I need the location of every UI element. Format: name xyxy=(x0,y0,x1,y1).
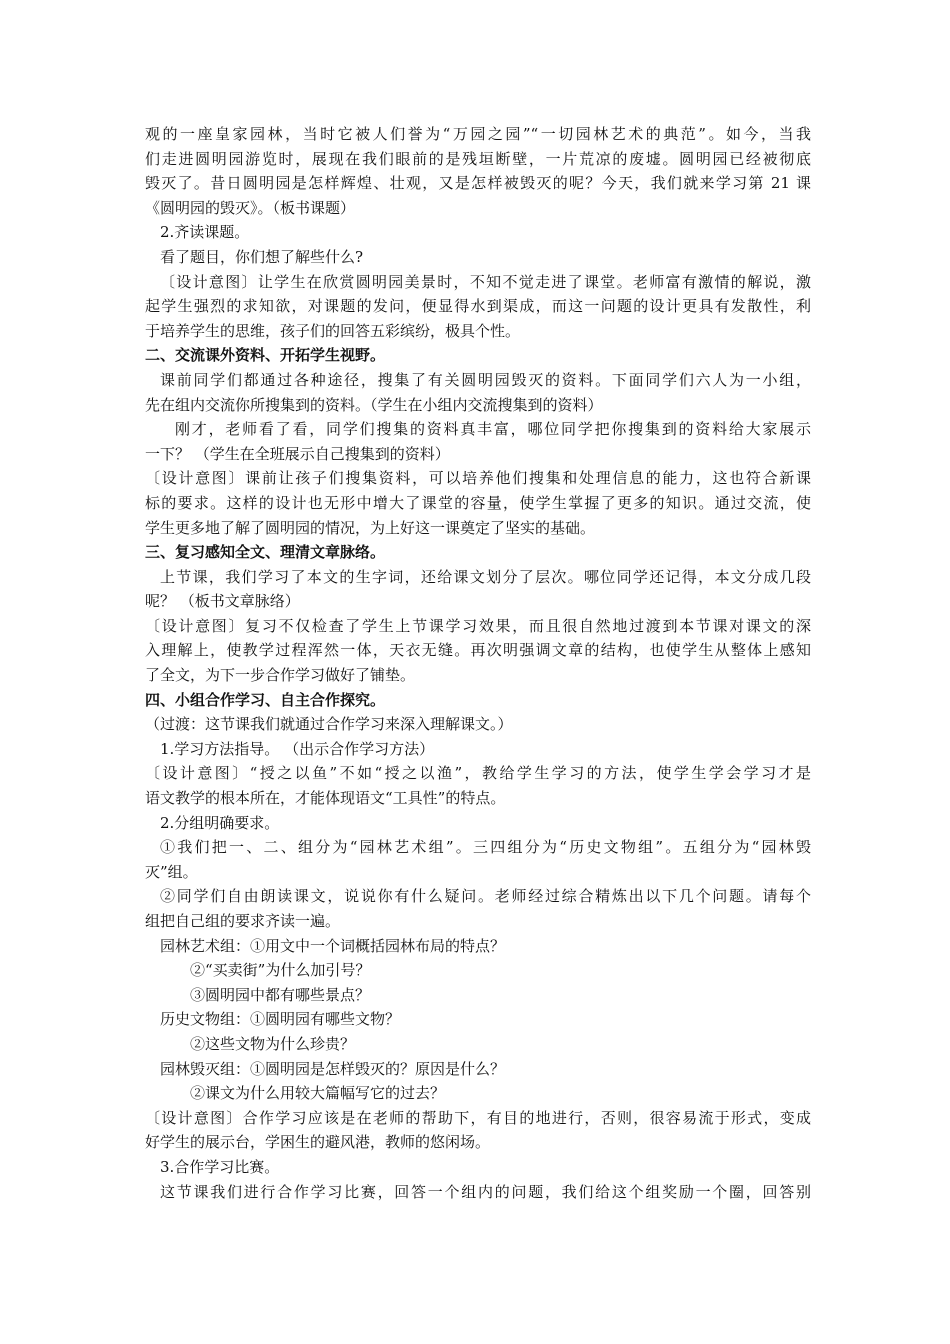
text-line: 历史文物组：①圆明园有哪些文物？ xyxy=(160,1010,401,1029)
text-line: ②这些文物为什么珍贵？ xyxy=(190,1034,356,1053)
section-heading: 二、交流课外资料、开拓学生视野。 xyxy=(145,346,386,365)
text-line: 毁灭了。昔日圆明园是怎样辉煌、壮观，又是怎样被毁灭的呢？今天，我们就来学习第 21 课 xyxy=(145,174,811,193)
text-line: 课前同学们都通过各种途径，搜集了有关圆明园毁灭的资料。下面同学们六人为一小组， xyxy=(160,370,811,389)
text-line: 2.齐读课题。 xyxy=(160,223,250,242)
text-line: 看了题目，你们想了解些什么? xyxy=(160,247,364,266)
text-line: 好学生的展示台，学困生的避风港，教师的悠闲场。 xyxy=(145,1133,491,1152)
text-line: ②课文为什么用较大篇幅写它的过去？ xyxy=(190,1084,446,1103)
text-line: 园林艺术组：①用文中一个词概括园林布局的特点？ xyxy=(160,936,506,955)
text-line: 起学生强烈的求知欲，对课题的发问，便显得水到渠成，而这一问题的设计更具有发散性，利 xyxy=(145,297,811,316)
text-line: 〔设计意图〕课前让孩子们搜集资料，可以培养他们搜集和处理信息的能力，这也符合新课 xyxy=(145,469,811,488)
text-line: 标的要求。这样的设计也无形中增大了课堂的容量，使学生掌握了更多的知识。通过交流，使 xyxy=(145,493,811,512)
text-line: ①我们把一、二、组分为“园林艺术组”。三四组分为“历史文物组”。五组分为“园林毁 xyxy=(160,838,811,857)
text-line: 们走进圆明园游览时，展现在我们眼前的是残垣断壁，一片荒凉的废墟。圆明园已经被彻底 xyxy=(145,149,811,168)
text-line: ②同学们自由朗读课文，说说你有什么疑问。老师经过综合精炼出以下几个问题。请每个 xyxy=(160,887,811,906)
text-line: 刚才，老师看了看，同学们搜集的资料真丰富，哪位同学把你搜集到的资料给大家展示 xyxy=(175,420,811,439)
text-line: 组把自己组的要求齐读一遍。 xyxy=(145,912,341,930)
text-line: 1.学习方法指导。 （出示合作学习方法） xyxy=(160,739,435,758)
text-line: ②“买卖街”为什么加引号？ xyxy=(190,961,371,980)
text-line: 学生更多地了解了圆明园的情况，为上好这一课奠定了坚实的基础。 xyxy=(145,518,596,537)
text-line: ③圆明园中都有哪些景点？ xyxy=(190,985,371,1004)
text-line: 2.分组明确要求。 xyxy=(160,813,280,832)
text-line: 这节课我们进行合作学习比赛，回答一个组内的问题，我们给这个组奖励一个圈，回答别 xyxy=(160,1182,811,1201)
text-line: 入理解上，使教学过程浑然一体，天衣无缝。再次明强调文章的结构，也使学生从整体上感知 xyxy=(145,641,811,660)
text-line: 《圆明园的毁灭》。（板书课题） xyxy=(145,198,356,217)
text-line: 〔设计意图〕合作学习应该是在老师的帮助下，有目的地进行，否则，很容易流于形式，变成 xyxy=(145,1108,811,1127)
text-line: 上节课，我们学习了本文的生字词，还给课文划分了层次。哪位同学还记得，本文分成几段 xyxy=(160,567,811,586)
section-heading: 三、复习感知全文、理清文章脉络。 xyxy=(145,543,386,562)
text-line: （过渡：这节课我们就通过合作学习来深入理解课文。） xyxy=(145,715,513,734)
text-line: 先在组内交流你所搜集到的资料。（学生在小组内交流搜集到的资料） xyxy=(145,395,603,414)
text-line: 3.合作学习比赛。 xyxy=(160,1157,280,1176)
text-line: 了全文，为下一步合作学习做好了铺垫。 xyxy=(145,666,416,685)
text-line: 灭”组。 xyxy=(145,862,198,881)
document-page xyxy=(145,122,811,1204)
text-line: 呢？ （板书文章脉络） xyxy=(145,592,300,611)
text-line: 语文教学的根本所在，才能体现语文“工具性”的特点。 xyxy=(145,789,506,808)
text-line: 观的一座皇家园林，当时它被人们誉为“万园之园”“一切园林艺术的典范”。如今，当我 xyxy=(145,125,811,143)
text-line: 〔设计意图〕复习不仅检查了学生上节课学习效果，而且很自然地过渡到本节课对课文的深 xyxy=(145,616,811,635)
text-line: 〔设计意图〕“授之以鱼”不如“授之以渔”，教给学生学习的方法，使学生学会学习才是 xyxy=(145,764,811,783)
section-heading: 四、小组合作学习、自主合作探究。 xyxy=(145,690,386,709)
text-line: 〔设计意图〕让学生在欣赏圆明园美景时，不知不觉走进了课堂。老师富有激情的解说，激 xyxy=(160,272,811,291)
text-line: 园林毁灭组：①圆明园是怎样毁灭的？原因是什么？ xyxy=(160,1059,506,1078)
text-line: 于培养学生的思维，孩子们的回答五彩缤纷，极具个性。 xyxy=(145,321,521,340)
text-line: 一下？ （学生在全班展示自己搜集到的资料） xyxy=(145,444,450,463)
